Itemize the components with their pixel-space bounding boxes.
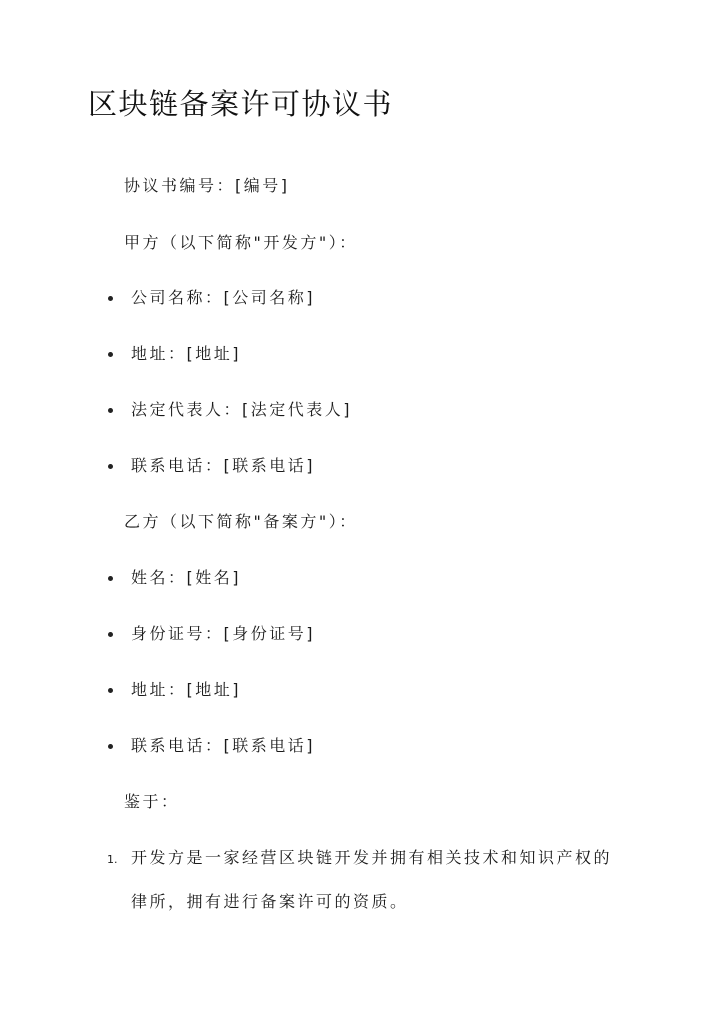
party-a-phone: 联系电话：[联系电话] [131, 456, 315, 475]
party-b-heading: 乙方（以下简称"备案方"）： [124, 512, 358, 531]
party-b-phone: 联系电话：[联系电话] [131, 736, 315, 755]
bullet-icon [108, 576, 113, 581]
party-b-id-number: 身份证号：[身份证号] [131, 624, 315, 643]
party-a-company-name: 公司名称：[公司名称] [131, 288, 315, 307]
bullet-icon [108, 744, 113, 749]
bullet-icon [108, 352, 113, 357]
clause-text-line: 开发方是一家经营区块链开发并拥有相关技术和知识产权的 [131, 848, 613, 867]
party-a-legal-rep: 法定代表人：[法定代表人] [131, 400, 352, 419]
party-a-heading: 甲方（以下简称"开发方"）： [124, 233, 358, 252]
bullet-icon [108, 688, 113, 693]
agreement-number: 协议书编号：[编号] [124, 176, 290, 195]
bullet-icon [108, 632, 113, 637]
party-a-address: 地址：[地址] [131, 344, 241, 363]
bullet-icon [108, 296, 113, 301]
party-b-address: 地址：[地址] [131, 680, 241, 699]
whereas-heading: 鉴于： [124, 792, 180, 811]
document-title: 区块链备案许可协议书 [88, 87, 394, 121]
bullet-icon [108, 464, 113, 469]
bullet-icon [108, 408, 113, 413]
party-b-name: 姓名：[姓名] [131, 568, 241, 587]
clause-text-continuation: 律所，拥有进行备案许可的资质。 [131, 892, 409, 911]
clause-number: 1. [107, 853, 118, 866]
